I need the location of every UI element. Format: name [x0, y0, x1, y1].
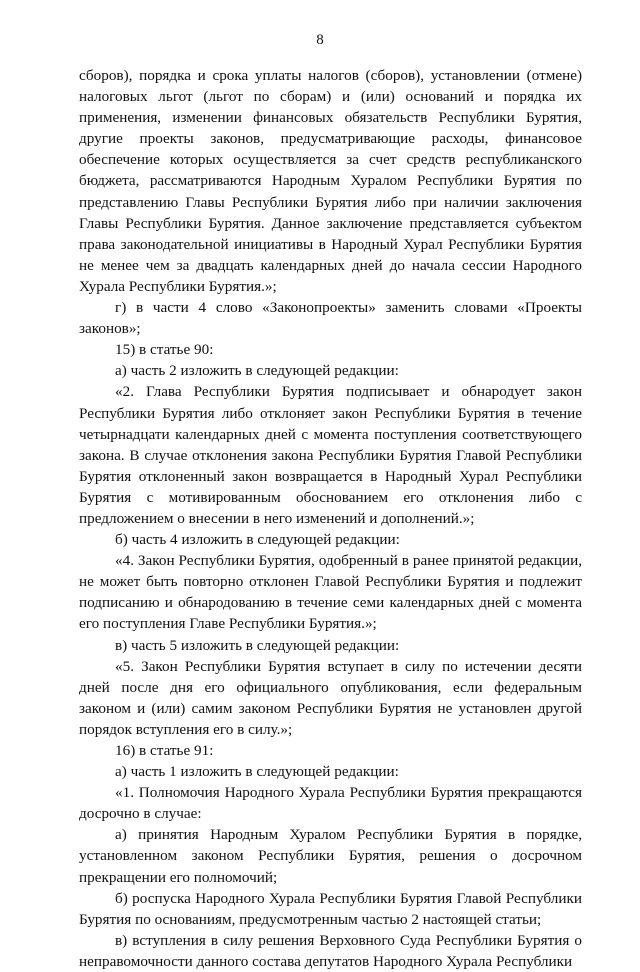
document-body: [79, 65, 582, 972]
paragraph-item-a-91: а) часть 1 изложить в следующей редакции:: [115, 763, 399, 781]
paragraph-item-a: а) часть 2 изложить в следующей редакции:: [115, 362, 399, 380]
paragraph-subitem-a: а) принятия Народным Хуралом Республики Бурятия в порядке, установленном законом Республики Бурятия, решения о досрочном прекращении его полномочий;: [79, 826, 582, 886]
paragraph-item-b: б) часть 4 изложить в следующей редакции:: [115, 531, 400, 549]
paragraph-part-4-text: «4. Закон Республики Бурятия, одобренный в ранее принятой редакции, не может быть повторно отклонен Главой Республики Бурятия и подлежит подписанию и обнародованию в течение семи календарных дней с момента его поступления Главе Республики Бурятия.»;: [79, 552, 582, 633]
paragraph-part-1-text: «1. Полномочия Народного Хурала Республики Бурятия прекращаются досрочно в случае:: [79, 784, 582, 823]
paragraph-subitem-v: в) вступления в силу решения Верховного Суда Республики Бурятия о неправомочности данного состава депутатов Народного Хурала Республики: [79, 931, 582, 970]
paragraph-item-g: г) в части 4 слово «Законопроекты» заменить словами «Проекты законов»;: [79, 299, 582, 338]
paragraph-article-90: 15) в статье 90:: [115, 341, 214, 359]
paragraph-continuation: сборов), порядка и срока уплаты налогов (сборов), установлении (отмене) налоговых льгот (льгот по сборам) и (или) оснований и порядка их применения, изменении финансовых обязательств Республики Бурятия, другие проекты законов, предусматривающие расходы, финансовое обеспечение которых осуществляется за счет средств республиканского бюджета, рассматриваются Народным Хуралом Республики Бурятия по представлению Главы Республики Бурятия либо при наличии заключения Главы Республики Бурятия. Данное заключение представляется субъектом права законодательной инициативы в Народный Хурал Республики Бурятия не менее чем за двадцать календарных дней до начала сессии Народного Хурала Республики Бурятия.»;: [79, 67, 582, 295]
paragraph-part-2-text: «2. Глава Республики Бурятия подписывает и обнародует закон Республики Бурятия либо отклоняет закон Республики Бурятия в течение четырнадцати календарных дней с момента поступления соответствующего закона. В случае отклонения закона Республики Бурятия Главой Республики Бурятия отклоненный закон возвращается в Народный Хурал Республики Бурятия с мотивированным обоснованием его отклонения либо с предложением о внесении в него изменений и дополнений.»;: [79, 383, 582, 527]
paragraph-item-v: в) часть 5 изложить в следующей редакции:: [115, 636, 400, 654]
page-number: 8: [316, 32, 324, 48]
paragraph-article-91: 16) в статье 91:: [115, 742, 214, 759]
paragraph-subitem-b: б) роспуска Народного Хурала Республики Бурятия Главой Республики Бурятия по основаниям, предусмотренным частью 2 настоящей статьи;: [79, 889, 582, 928]
paragraph-part-5-text: «5. Закон Республики Бурятия вступает в силу по истечении десяти дней после дня его официального опубликования, если федеральным законом и (или) самим законом Республики Бурятия не установлен другой порядок вступления его в силу.»;: [79, 657, 582, 738]
